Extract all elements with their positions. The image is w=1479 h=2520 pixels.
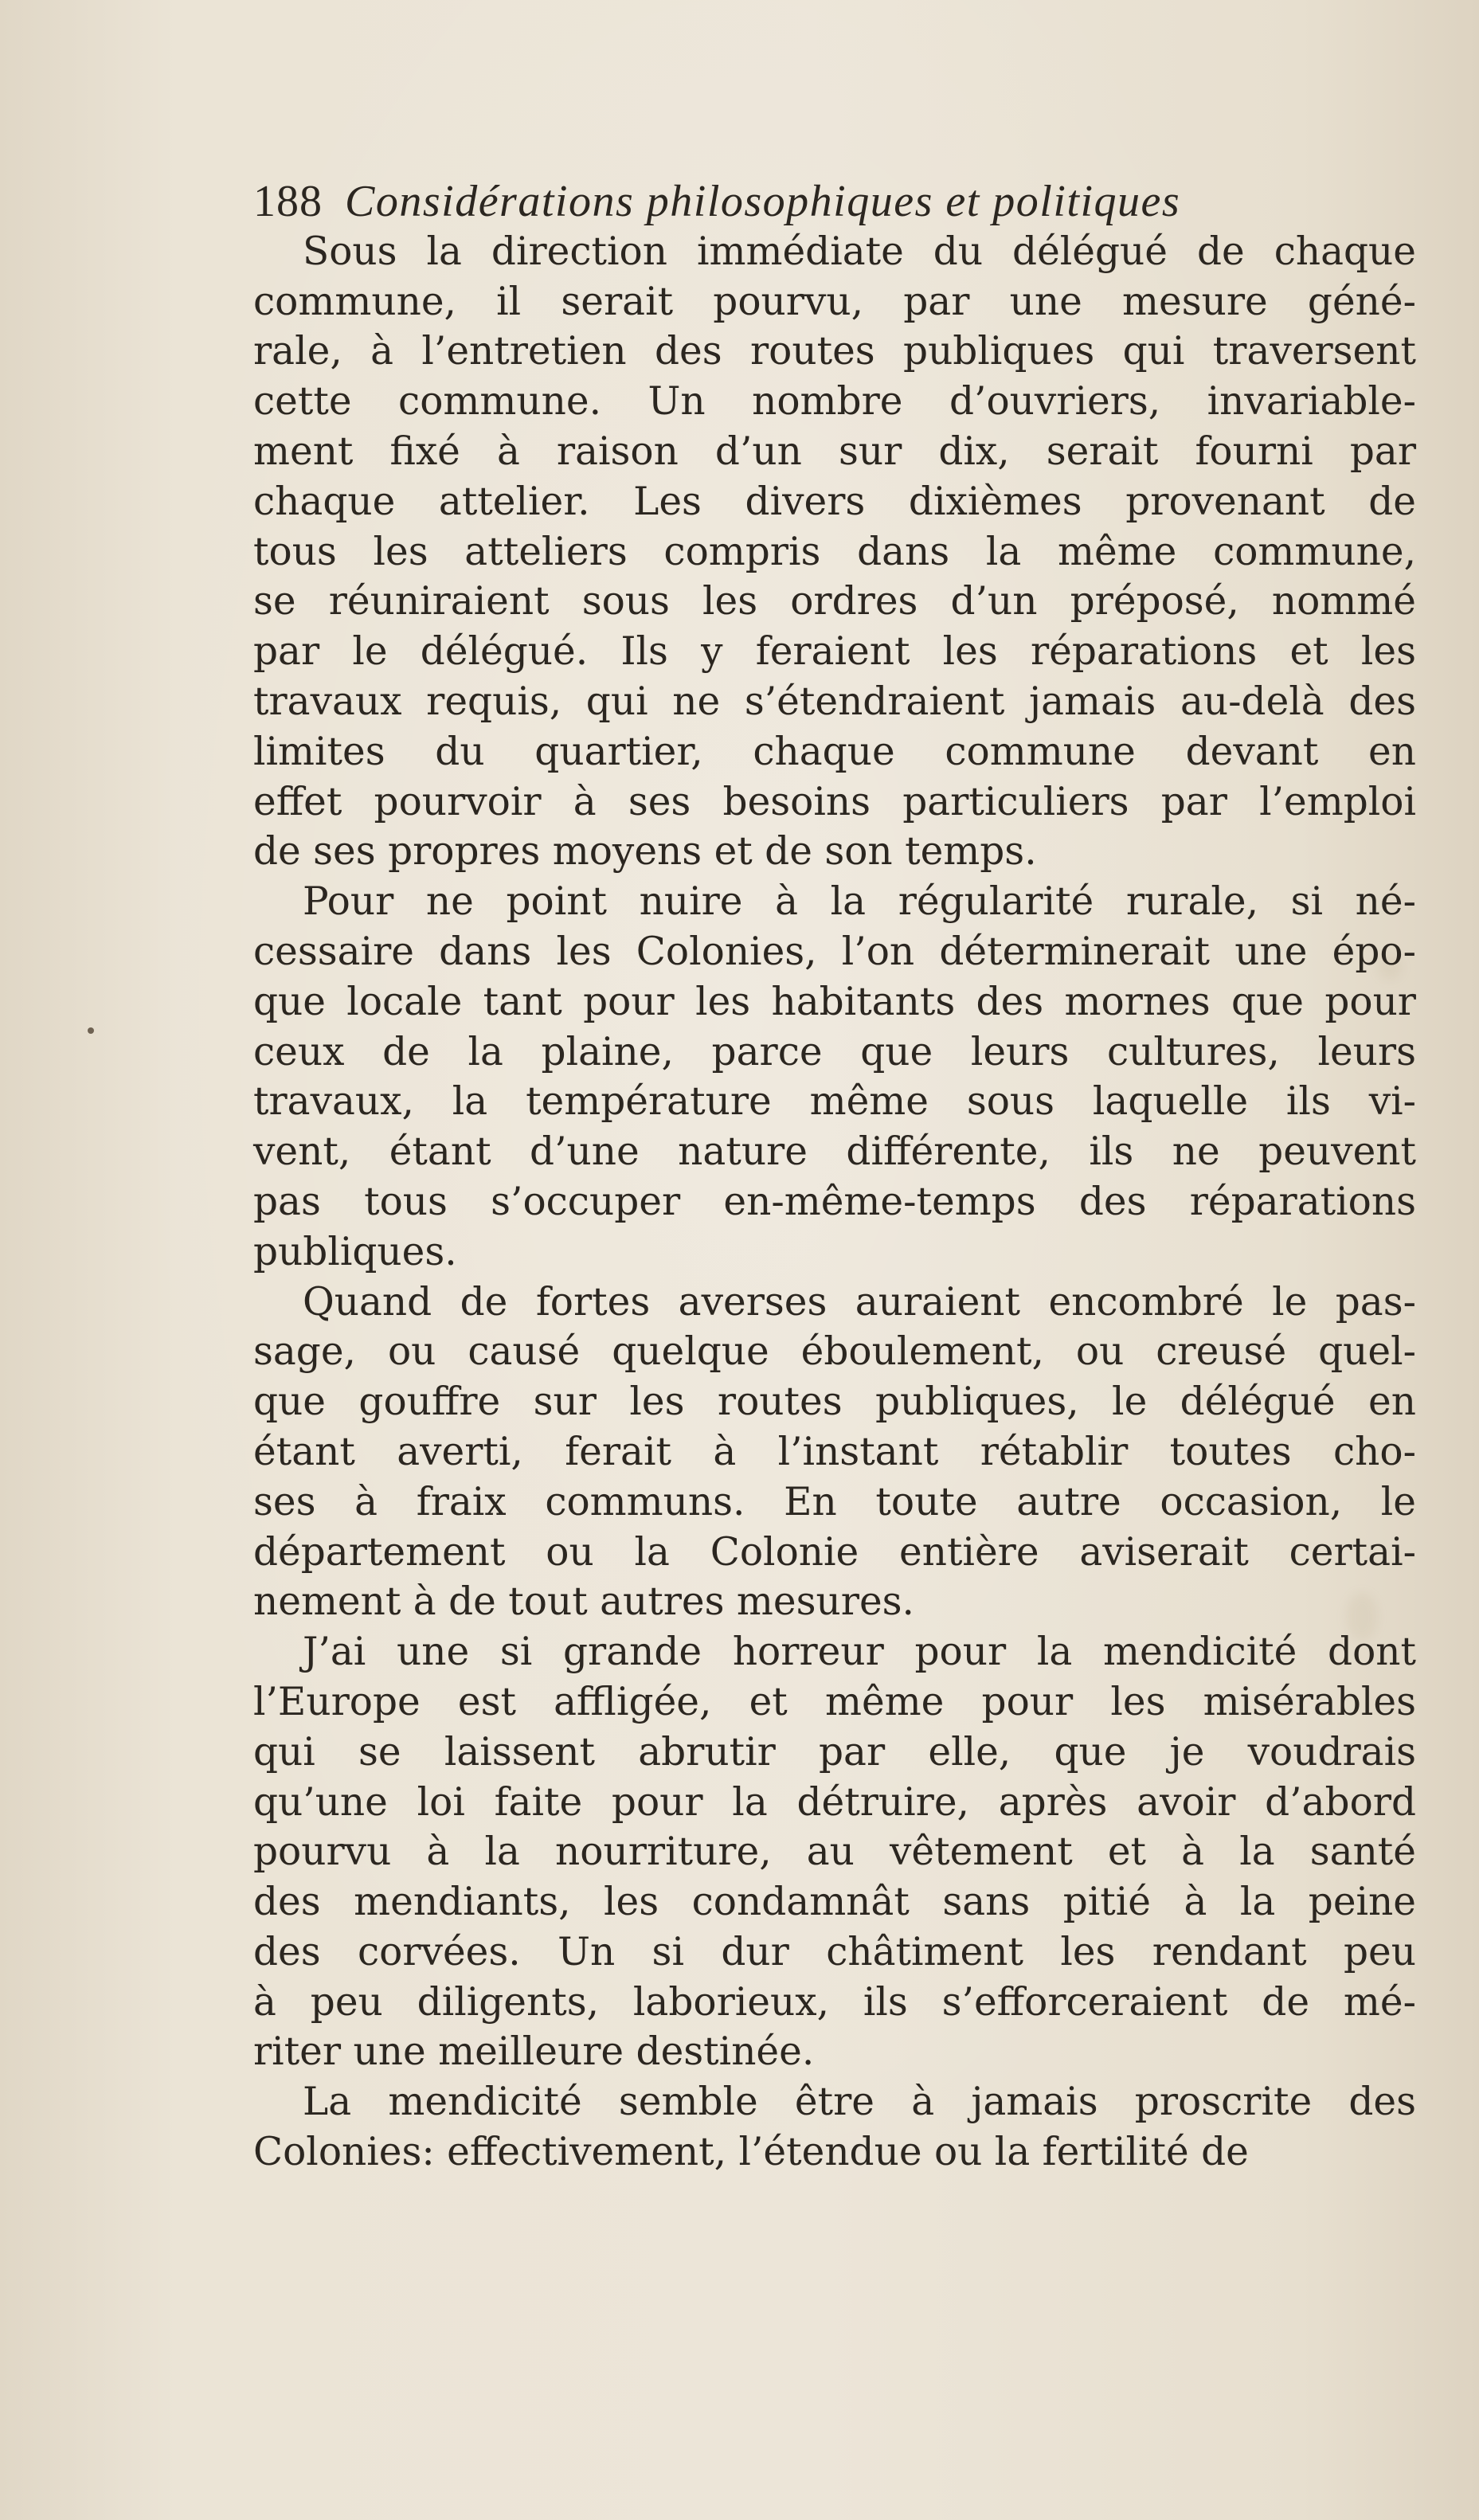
text-line: se réuniraient sous les ordres d’un préposé, nommé [253,579,1416,624]
text-line: de ses propres moyens et de son temps. [253,829,1037,875]
text-line: l’Europe est affligée, et même pour les misérables [253,1679,1416,1724]
paragraph [253,2077,1416,2178]
text-line: que locale tant pour les habitants des mornes que pour [253,979,1416,1024]
text-line: commune, il serait pourvu, par une mesure géné- [253,279,1416,324]
text-line: cette commune. Un nombre d’ouvriers, invariable- [253,379,1416,425]
text-line: chaque attelier. Les divers dixièmes provenant de [253,479,1416,524]
text-line: travaux, la température même sous laquelle ils vi- [253,1079,1416,1125]
text-line: ceux de la plaine, parce que leurs cultures, leurs [253,1029,1416,1074]
text-line: rale, à l’entretien des routes publiques qui traversent [253,329,1416,374]
text-line: cessaire dans les Colonies, l’on déterminerait une épo- [253,929,1416,974]
text-line: pourvu à la nourriture, au vêtement et à la santé [253,1829,1416,1875]
text-line: ment fixé à raison d’un sur dix, serait fourni par [253,428,1416,474]
body-text [253,227,1416,2178]
text-line: effet pourvoir à ses besoins particuliers par l’emploi [253,779,1416,824]
text-line: Pour ne point nuire à la régularité rurale, si né- [303,879,1416,925]
text-line: étant averti, ferait à l’instant rétablir toutes cho- [253,1429,1416,1474]
paragraph [253,1278,1416,1628]
page-header [253,177,1416,227]
text-line: Sous la direction immédiate du délégué de chaque [303,229,1416,274]
paragraph [253,1627,1416,2077]
text-line: publiques. [253,1229,457,1274]
text-line: pas tous s’occuper en-même-temps des réparations [253,1179,1416,1224]
text-line: département ou la Colonie entière aviserait certai- [253,1529,1416,1575]
text-line: vent, étant d’une nature différente, ils ne peuvent [253,1129,1416,1175]
text-line: riter une meilleure destinée. [253,2029,815,2075]
text-line: nement à de tout autres mesures. [253,1579,914,1625]
text-line: ses à fraix communs. En toute autre occasion, le [253,1479,1416,1524]
page-text [253,177,1416,2178]
text-line: à peu diligents, laborieux, ils s’efforceraient de mé- [253,1979,1416,2025]
text-line: La mendicité semble être à jamais proscrite des [303,2080,1416,2125]
text-line: par le délégué. Ils y feraient les réparations et les [253,629,1416,675]
text-line: J’ai une si grande horreur pour la mendicité dont [303,1630,1416,1675]
running-head: Considérations philosophiques et politiques [345,177,1181,226]
text-line: limites du quartier, chaque commune devant en [253,729,1416,774]
text-line: Colonies: effectivement, l’étendue ou la fertilité de [253,2130,1249,2175]
text-line: des corvées. Un si dur châtiment les rendant peu [253,1929,1416,1974]
ink-speck [88,1027,94,1034]
text-line: Quand de fortes averses auraient encombré le pas- [303,1279,1416,1325]
paragraph [253,877,1416,1277]
text-line: qui se laissent abrutir par elle, que je voudrais [253,1729,1416,1775]
paragraph [253,227,1416,877]
text-line: travaux requis, qui ne s’étendraient jamais au-delà des [253,679,1416,724]
text-line: des mendiants, les condamnât sans pitié à la peine [253,1880,1416,1925]
text-line: sage, ou causé quelque éboulement, ou creusé quel- [253,1329,1416,1375]
text-line: que gouffre sur les routes publiques, le délégué en [253,1379,1416,1425]
text-line: tous les atteliers compris dans la même commune, [253,529,1416,574]
text-line: qu’une loi faite pour la détruire, après avoir d’abord [253,1779,1416,1825]
page-number: 188 [253,177,323,226]
